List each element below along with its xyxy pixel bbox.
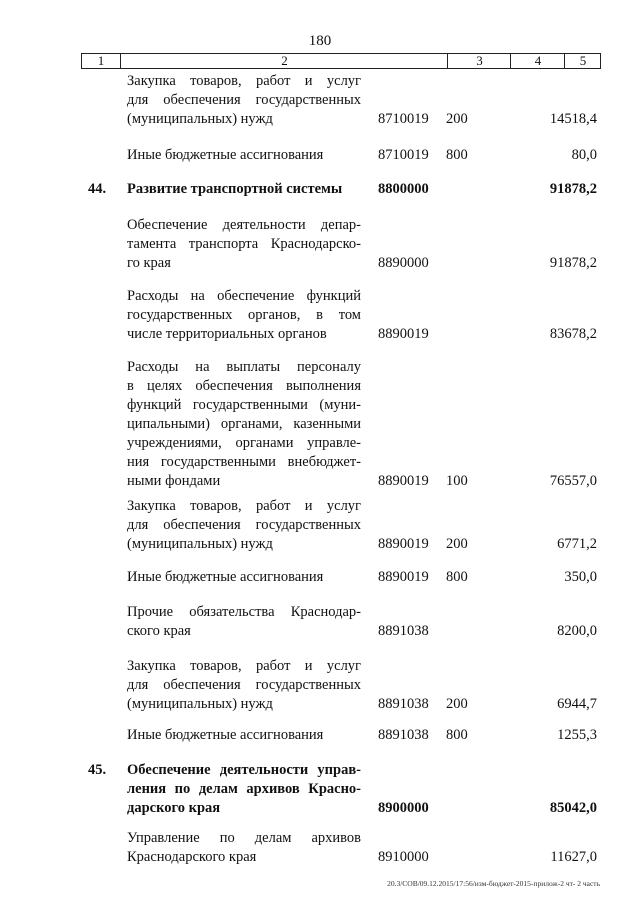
description-line: Краснодарского края	[127, 849, 257, 865]
header-col-1: 1	[97, 53, 105, 68]
row-expense-type: 200	[446, 696, 468, 712]
description-line: Обеспечение деятельности управ-	[127, 762, 361, 778]
row-expense-type: 200	[446, 536, 468, 552]
row-description	[127, 568, 361, 587]
description-line: учреждениями, органами управле-	[127, 435, 361, 451]
description-line: (муниципальных) нужд	[127, 111, 273, 127]
description-line: для обеспечения государственных	[127, 677, 361, 693]
footer-file-path: 20.3/СОВ/09.12.2015/17:56/изм-бюджет-2015-прилож-2 чт- 2 часть	[387, 879, 600, 888]
row-number: 44.	[88, 181, 107, 197]
page-number: 180	[308, 33, 332, 49]
row-description	[127, 657, 361, 714]
description-line: Иные бюджетные ассигнования	[127, 147, 324, 163]
row-description	[127, 287, 361, 344]
row-amount: 8200,0	[557, 623, 597, 639]
description-line: Развитие транспортной системы	[127, 181, 343, 197]
header-col-5: 5	[564, 54, 601, 68]
description-line: Закупка товаров, работ и услуг	[127, 73, 361, 89]
header-col-2: 2	[120, 54, 448, 68]
description-line: (муниципальных) нужд	[127, 536, 273, 552]
row-expense-type: 200	[446, 111, 468, 127]
description-line: Расходы на обеспечение функций	[127, 288, 361, 304]
header-col-3: 3	[447, 54, 511, 68]
description-line: тамента транспорта Краснодарско-	[127, 236, 361, 252]
row-code: 8890019	[378, 326, 429, 342]
row-amount: 91878,2	[549, 181, 597, 197]
row-expense-type: 800	[446, 727, 468, 743]
description-line: для обеспечения государственных	[127, 92, 361, 108]
row-number: 45.	[88, 762, 107, 778]
row-description	[127, 216, 361, 273]
row-amount: 80,0	[571, 147, 597, 163]
row-amount: 1255,3	[557, 727, 597, 743]
description-line: ципальными) органами, казенными	[127, 416, 361, 432]
description-line: функций государственными (муни-	[127, 397, 361, 413]
row-amount: 6771,2	[557, 536, 597, 552]
row-code: 8891038	[378, 727, 429, 743]
description-line: Обеспечение деятельности депар-	[127, 217, 361, 233]
row-code: 8891038	[378, 623, 429, 639]
description-line: дарского края	[127, 800, 221, 816]
description-line: числе территориальных органов	[127, 326, 327, 342]
description-line: ского края	[127, 623, 191, 639]
row-code: 8890019	[378, 473, 429, 489]
row-description	[127, 358, 361, 491]
row-amount: 11627,0	[550, 849, 597, 865]
description-line: Прочие обязательства Краснодар-	[127, 604, 361, 620]
row-description	[127, 726, 361, 745]
description-line: для обеспечения государственных	[127, 517, 361, 533]
row-description	[127, 603, 361, 641]
row-amount: 91878,2	[549, 255, 597, 271]
row-amount: 83678,2	[549, 326, 597, 342]
description-line: государственных органов, в том	[127, 307, 361, 323]
row-amount: 14518,4	[549, 111, 597, 127]
description-line: го края	[127, 255, 171, 271]
row-code: 8890000	[378, 255, 429, 271]
description-line: (муниципальных) нужд	[127, 696, 273, 712]
row-amount: 76557,0	[549, 473, 597, 489]
row-amount: 6944,7	[557, 696, 597, 712]
row-expense-type: 100	[446, 473, 468, 489]
row-code: 8890019	[378, 569, 429, 585]
description-line: ления по делам архивов Красно-	[127, 781, 361, 797]
row-code: 8890019	[378, 536, 429, 552]
table-header	[81, 53, 601, 69]
row-code: 8800000	[378, 181, 429, 197]
description-line: в целях обеспечения выполнения	[127, 378, 361, 394]
row-amount: 350,0	[564, 569, 597, 585]
row-code: 8710019	[378, 147, 429, 163]
description-line: ными фондами	[127, 473, 221, 489]
row-amount: 85042,0	[549, 800, 597, 816]
description-line: ния государственными внебюджет-	[127, 454, 361, 470]
row-description	[127, 829, 361, 867]
row-code: 8900000	[378, 800, 429, 816]
row-expense-type: 800	[446, 147, 468, 163]
description-line: Управление по делам архивов	[127, 830, 361, 846]
row-code: 8891038	[378, 696, 429, 712]
row-description	[127, 180, 361, 199]
description-line: Закупка товаров, работ и услуг	[127, 658, 361, 674]
row-description	[127, 497, 361, 554]
description-line: Закупка товаров, работ и услуг	[127, 498, 361, 514]
row-code: 8710019	[378, 111, 429, 127]
description-line: Расходы на выплаты персоналу	[127, 359, 361, 375]
row-description	[127, 761, 361, 818]
row-expense-type: 800	[446, 569, 468, 585]
row-description	[127, 146, 361, 165]
description-line: Иные бюджетные ассигнования	[127, 569, 324, 585]
header-col-4: 4	[510, 54, 565, 68]
description-line: Иные бюджетные ассигнования	[127, 727, 324, 743]
row-description	[127, 72, 361, 129]
row-code: 8910000	[378, 849, 429, 865]
